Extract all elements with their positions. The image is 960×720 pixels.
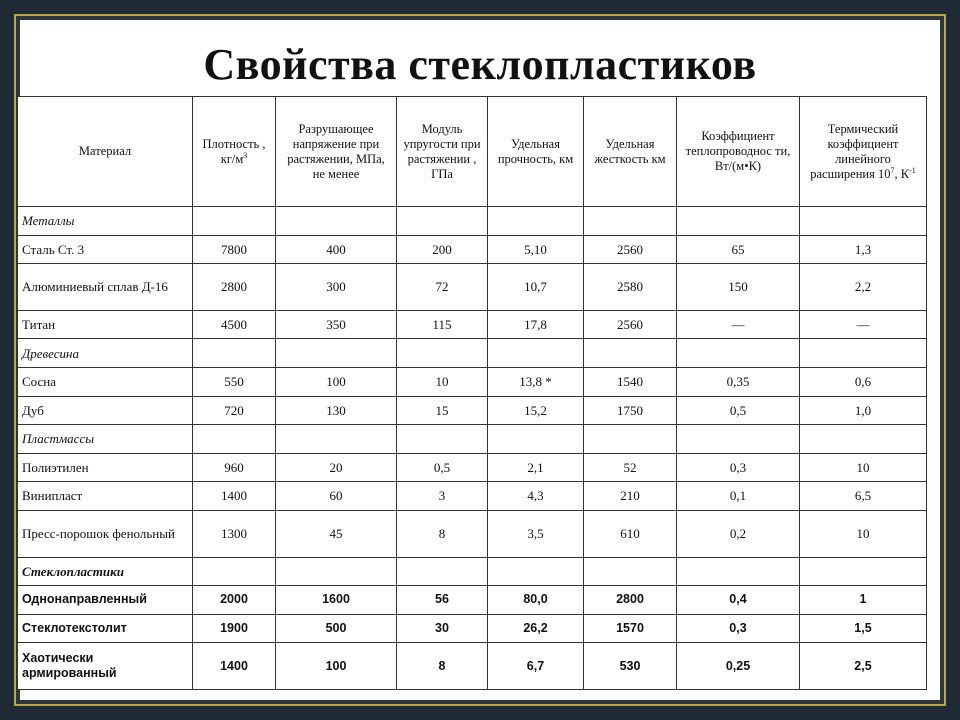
header-modulus: Модуль упругости при растяжении , ГПа: [397, 97, 488, 207]
header-expansion-mid: , К: [894, 166, 910, 181]
material-name: Однонаправленный: [18, 586, 193, 615]
table-cell: —: [800, 310, 927, 339]
table-cell: 10: [800, 510, 927, 557]
table-cell: [584, 425, 677, 454]
header-density: [193, 97, 276, 207]
table-cell: 400: [276, 235, 397, 264]
table-cell: 2,1: [488, 453, 584, 482]
group-row: [18, 425, 927, 454]
table-cell: [276, 425, 397, 454]
table-row: [18, 510, 927, 557]
table-cell: 1600: [276, 586, 397, 615]
table-cell: 720: [193, 396, 276, 425]
table-row: [18, 453, 927, 482]
table-cell: [488, 339, 584, 368]
header-stress: Разрушающее напряжение при растяжении, МПа, не менее: [276, 97, 397, 207]
table-cell: 3,5: [488, 510, 584, 557]
material-name: Пресс-порошок фенольный: [18, 510, 193, 557]
header-expansion-text: Термический коэффициент линейного расширения 10: [810, 121, 899, 181]
table-cell: 100: [276, 643, 397, 690]
table-cell: 350: [276, 310, 397, 339]
table-row: [18, 614, 927, 643]
table-cell: [677, 425, 800, 454]
table-cell: 4500: [193, 310, 276, 339]
table-cell: 1400: [193, 482, 276, 511]
table-cell: 15,2: [488, 396, 584, 425]
table-cell: 1300: [193, 510, 276, 557]
material-name: Сталь Ст. 3: [18, 235, 193, 264]
table-cell: 5,10: [488, 235, 584, 264]
table-cell: [193, 207, 276, 236]
table-cell: 1,0: [800, 396, 927, 425]
table-cell: [488, 207, 584, 236]
table-cell: [677, 339, 800, 368]
table-cell: 0,3: [677, 453, 800, 482]
table-cell: 0,35: [677, 367, 800, 396]
table-cell: [397, 425, 488, 454]
header-row: [18, 97, 927, 207]
table-cell: 13,8 *: [488, 367, 584, 396]
table-cell: 45: [276, 510, 397, 557]
table-cell: [276, 339, 397, 368]
material-name: Полиэтилен: [18, 453, 193, 482]
table-cell: 1,3: [800, 235, 927, 264]
table-cell: 7800: [193, 235, 276, 264]
table-row: [18, 396, 927, 425]
header-thermal: Коэффициент теплопроводнос ти, Вт/(м•К): [677, 97, 800, 207]
table-cell: 0,6: [800, 367, 927, 396]
table-cell: [397, 557, 488, 586]
table-cell: [584, 207, 677, 236]
table-cell: 6,5: [800, 482, 927, 511]
table-cell: 2560: [584, 235, 677, 264]
table-cell: [584, 557, 677, 586]
table-cell: —: [677, 310, 800, 339]
header-expansion-sup2: -1: [909, 165, 916, 175]
table-cell: 115: [397, 310, 488, 339]
table-cell: 65: [677, 235, 800, 264]
table-cell: 0,1: [677, 482, 800, 511]
table-cell: 2,5: [800, 643, 927, 690]
header-expansion-sup1: 7: [890, 165, 895, 175]
header-material: Материал: [18, 97, 193, 207]
table-cell: 1400: [193, 643, 276, 690]
material-name: Алюминиевый сплав Д-16: [18, 264, 193, 311]
table-cell: 1570: [584, 614, 677, 643]
table-cell: 8: [397, 643, 488, 690]
table-cell: 4,3: [488, 482, 584, 511]
table-cell: 100: [276, 367, 397, 396]
table-cell: 200: [397, 235, 488, 264]
table-cell: 300: [276, 264, 397, 311]
table-cell: 17,8: [488, 310, 584, 339]
table-cell: 2,2: [800, 264, 927, 311]
table-cell: 0,4: [677, 586, 800, 615]
table-cell: [397, 339, 488, 368]
table-cell: [584, 339, 677, 368]
table-cell: [800, 557, 927, 586]
table-cell: 3: [397, 482, 488, 511]
table-cell: 2000: [193, 586, 276, 615]
slide-title: Свойства стеклопластиков: [203, 39, 757, 89]
table-cell: 2560: [584, 310, 677, 339]
table-cell: [677, 557, 800, 586]
table-row: [18, 586, 927, 615]
material-name: Стеклотекстолит: [18, 614, 193, 643]
table-row: [18, 264, 927, 311]
table-cell: 30: [397, 614, 488, 643]
table-cell: 130: [276, 396, 397, 425]
table-cell: [800, 339, 927, 368]
table-row: [18, 235, 927, 264]
table-cell: 960: [193, 453, 276, 482]
table-cell: 26,2: [488, 614, 584, 643]
group-label: Стеклопластики: [18, 557, 193, 586]
properties-table: [17, 96, 927, 690]
table-cell: [488, 557, 584, 586]
header-strength: Удельная прочность, км: [488, 97, 584, 207]
material-name: Хаотически армированный: [18, 643, 193, 690]
table-cell: 0,2: [677, 510, 800, 557]
table-cell: 2580: [584, 264, 677, 311]
table-cell: [193, 557, 276, 586]
table-cell: [800, 207, 927, 236]
group-row: [18, 339, 927, 368]
group-label: Древесина: [18, 339, 193, 368]
table-cell: 150: [677, 264, 800, 311]
table-cell: 15: [397, 396, 488, 425]
header-density-text: Плотность , кг/м: [202, 136, 266, 166]
table-cell: 52: [584, 453, 677, 482]
table-cell: 1540: [584, 367, 677, 396]
table-cell: 56: [397, 586, 488, 615]
header-stiffness: Удельная жесткость км: [584, 97, 677, 207]
table-cell: 550: [193, 367, 276, 396]
table-cell: 1,5: [800, 614, 927, 643]
table-cell: [488, 425, 584, 454]
table-cell: 210: [584, 482, 677, 511]
group-label: Пластмассы: [18, 425, 193, 454]
material-name: Сосна: [18, 367, 193, 396]
table-cell: 1900: [193, 614, 276, 643]
table-cell: 2800: [584, 586, 677, 615]
table-row: [18, 367, 927, 396]
table-row: [18, 482, 927, 511]
table-cell: 0,5: [677, 396, 800, 425]
table-cell: 10: [397, 367, 488, 396]
group-label: Металлы: [18, 207, 193, 236]
table-cell: 10,7: [488, 264, 584, 311]
table-cell: 530: [584, 643, 677, 690]
header-density-sup: 3: [243, 150, 248, 160]
table-cell: 72: [397, 264, 488, 311]
table-cell: [193, 339, 276, 368]
table-cell: [193, 425, 276, 454]
table-cell: [677, 207, 800, 236]
table-cell: 8: [397, 510, 488, 557]
table-cell: 80,0: [488, 586, 584, 615]
table-cell: 500: [276, 614, 397, 643]
table-row: [18, 643, 927, 690]
table-cell: [276, 207, 397, 236]
title-area: [32, 24, 928, 104]
table-cell: 20: [276, 453, 397, 482]
table-cell: 60: [276, 482, 397, 511]
group-row: [18, 557, 927, 586]
header-expansion: [800, 97, 927, 207]
table-cell: 0,5: [397, 453, 488, 482]
table-cell: 0,25: [677, 643, 800, 690]
material-name: Винипласт: [18, 482, 193, 511]
table-cell: 610: [584, 510, 677, 557]
table-body: [18, 207, 927, 690]
table-cell: [397, 207, 488, 236]
table-cell: [800, 425, 927, 454]
table-row: [18, 310, 927, 339]
material-name: Титан: [18, 310, 193, 339]
table-cell: 6,7: [488, 643, 584, 690]
table-cell: [276, 557, 397, 586]
material-name: Дуб: [18, 396, 193, 425]
table-cell: 1: [800, 586, 927, 615]
table-cell: 10: [800, 453, 927, 482]
group-row: [18, 207, 927, 236]
table-cell: 2800: [193, 264, 276, 311]
table-cell: 0,3: [677, 614, 800, 643]
table-cell: 1750: [584, 396, 677, 425]
